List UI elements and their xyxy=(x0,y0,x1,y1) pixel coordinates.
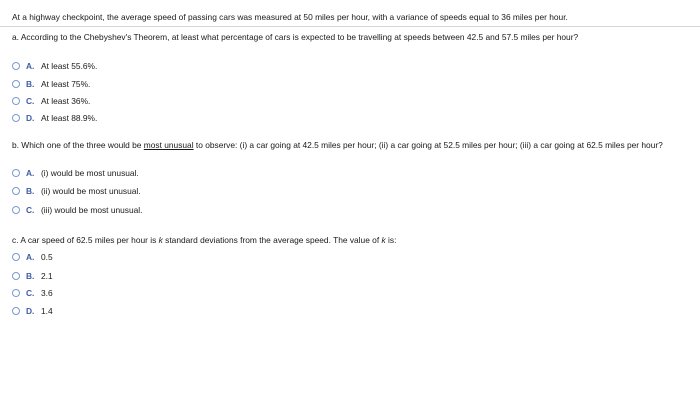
part-b-option-b[interactable] xyxy=(12,185,141,197)
radio-button[interactable] xyxy=(12,114,20,122)
option-letter: C. xyxy=(26,205,35,215)
divider xyxy=(0,26,700,27)
part-b-option-c[interactable] xyxy=(12,204,142,216)
part-b-prompt-start: b. Which one of the three would be xyxy=(12,140,144,150)
option-text: 0.5 xyxy=(41,252,53,262)
part-c-option-c[interactable] xyxy=(12,287,53,299)
option-letter: C. xyxy=(26,96,35,106)
radio-button[interactable] xyxy=(12,80,20,88)
part-c-option-b[interactable] xyxy=(12,270,53,282)
part-a-prompt: a. According to the Chebyshev's Theorem, at least what percentage of cars is expected to be travelling at speeds between 42.5 and 57.5 miles per hour? xyxy=(12,32,579,42)
option-text: At least 75%. xyxy=(41,79,91,89)
part-c-k-variable: k xyxy=(381,235,386,245)
part-c-prompt-middle: standard deviations from the average speed. The value of xyxy=(162,235,382,245)
option-letter: C. xyxy=(26,288,35,298)
radio-button[interactable] xyxy=(12,206,20,214)
radio-button[interactable] xyxy=(12,97,20,105)
option-letter: A. xyxy=(26,168,35,178)
part-c-prompt xyxy=(12,235,688,246)
option-text: (iii) would be most unusual. xyxy=(41,205,143,215)
option-letter: B. xyxy=(26,79,35,89)
option-text: At least 36%. xyxy=(41,96,91,106)
radio-button[interactable] xyxy=(12,169,20,177)
radio-button[interactable] xyxy=(12,289,20,297)
part-a-option-c[interactable] xyxy=(12,95,90,107)
option-letter: A. xyxy=(26,252,35,262)
option-text: 1.4 xyxy=(41,306,53,316)
part-a-option-b[interactable] xyxy=(12,78,90,90)
option-text: (i) would be most unusual. xyxy=(41,168,139,178)
part-b-prompt-emphasis: most unusual xyxy=(143,140,194,150)
question-intro: At a highway checkpoint, the average speed of passing cars was measured at 50 miles per hour, with a variance of speeds equal to 36 miles per hour. xyxy=(12,12,568,22)
option-text: At least 55.6%. xyxy=(41,61,98,71)
option-letter: D. xyxy=(26,306,35,316)
option-letter: A. xyxy=(26,61,35,71)
option-text: 2.1 xyxy=(41,271,53,281)
option-letter: B. xyxy=(26,186,35,196)
radio-button[interactable] xyxy=(12,272,20,280)
part-c-option-a[interactable] xyxy=(12,251,53,263)
part-c-prompt-start: c. A car speed of 62.5 miles per hour is xyxy=(12,235,159,245)
part-c-option-d[interactable] xyxy=(12,305,53,317)
part-a-option-d[interactable] xyxy=(12,112,97,124)
part-c-prompt-end: is: xyxy=(385,235,397,245)
part-b-prompt xyxy=(12,140,688,151)
radio-button[interactable] xyxy=(12,253,20,261)
option-text: At least 88.9%. xyxy=(41,113,98,123)
part-c-k-variable: k xyxy=(158,235,163,245)
part-b-prompt-end: to observe: (i) a car going at 42.5 miles per hour; (ii) a car going at 52.5 miles per hour; (iii) a car going at 62.5 miles per hour? xyxy=(193,140,663,150)
part-a-option-a[interactable] xyxy=(12,60,97,72)
part-b-option-a[interactable] xyxy=(12,167,139,179)
option-letter: D. xyxy=(26,113,35,123)
radio-button[interactable] xyxy=(12,307,20,315)
option-text: (ii) would be most unusual. xyxy=(41,186,141,196)
radio-button[interactable] xyxy=(12,62,20,70)
option-text: 3.6 xyxy=(41,288,53,298)
radio-button[interactable] xyxy=(12,187,20,195)
option-letter: B. xyxy=(26,271,35,281)
